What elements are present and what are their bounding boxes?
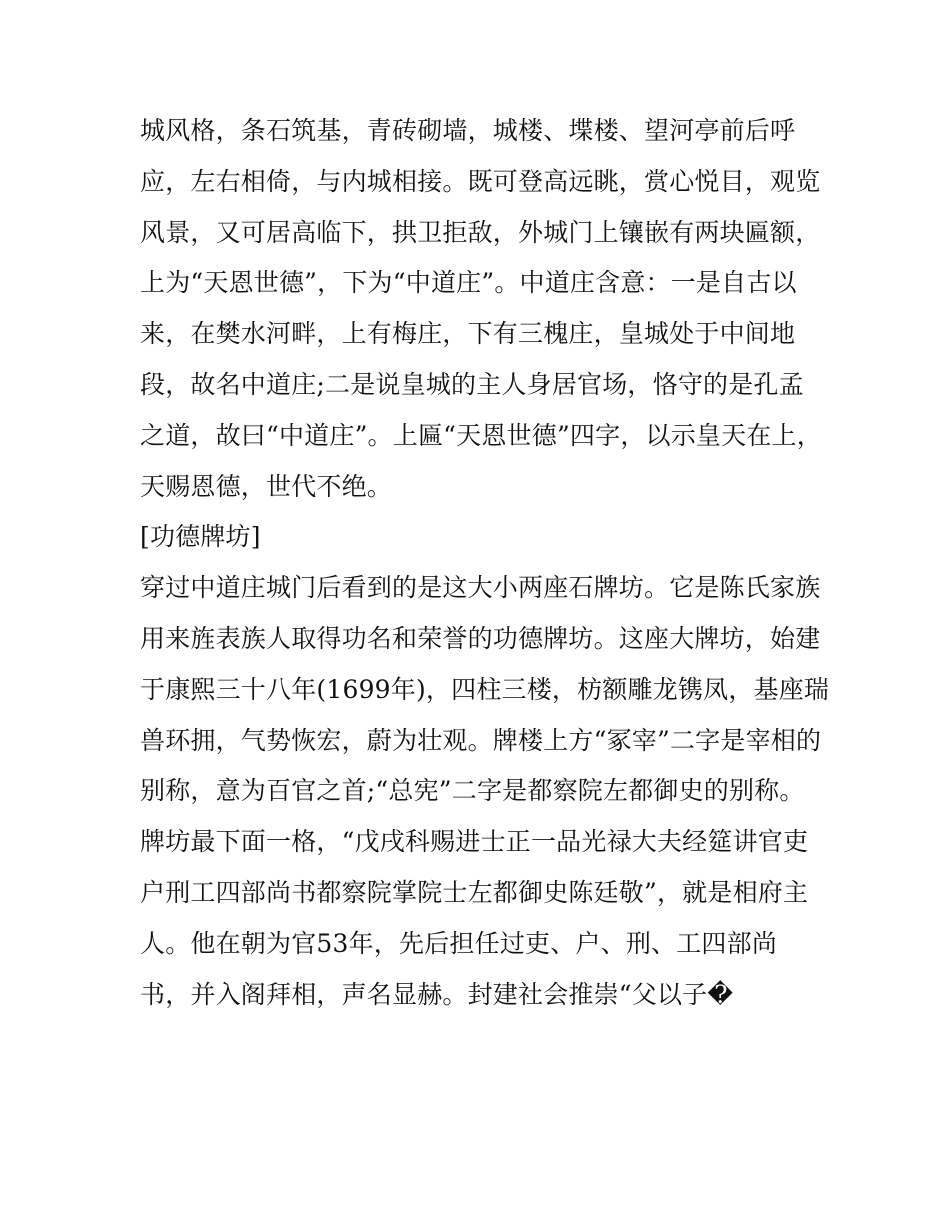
text-line: 上为“天恩世德”，下为“中道庄”。中道庄含意：一是自古以 <box>140 268 797 298</box>
section-heading: [功德牌坊] <box>140 522 261 552</box>
text-line: 来，在樊水河畔，上有梅庄，下有三槐庄，皇城处于中间地 <box>140 319 796 349</box>
text-line: 书，并入阁拜相，声名显赫。封建社会推崇“父以子� <box>140 979 734 1009</box>
text-line: 风景，又可居高临下，拱卫拒敌，外城门上镶嵌有两块匾额， <box>140 217 821 247</box>
text-line: 城风格，条石筑基，青砖砌墙，城楼、堞楼、望河亭前后呼 <box>140 116 796 145</box>
text-line: 兽环拥，气势恢宏，蔚为壮观。牌楼上方“冢宰”二字是宰相的 <box>140 725 822 755</box>
text-line: 牌坊最下面一格，“戊戌科赐进士正一品光禄大夫经筵讲官吏 <box>140 827 809 857</box>
body-text <box>140 106 840 1020</box>
text-line: 天赐恩德，世代不绝。 <box>140 471 393 501</box>
text-line: 用来旌表族人取得功名和荣誉的功德牌坊。这座大牌坊，始建 <box>140 623 821 653</box>
text-line: 别称，意为百官之首;“总宪”二字是都察院左都御史的别称。 <box>140 776 805 806</box>
text-line: 应，左右相倚，与内城相接。既可登高远眺，赏心悦目，观览 <box>140 166 821 196</box>
text-line: 穿过中道庄城门后看到的是这大小两座石牌坊。它是陈氏家族 <box>140 573 821 603</box>
text-line: 之道，故曰“中道庄”。上匾“天恩世德”四字，以示皇天在上， <box>140 420 822 450</box>
text-line: 户刑工四部尚书都察院掌院士左都御史陈廷敬”，就是相府主 <box>140 877 809 907</box>
text-line: 段，故名中道庄;二是说皇城的主人身居官场，恪守的是孔孟 <box>140 369 804 399</box>
text-line: 于康熙三十八年(1699年)，四柱三楼，枋额雕龙镌凤，基座瑞 <box>140 674 830 704</box>
text-line: 人。他在朝为官53年，先后担任过吏、户、刑、工四部尚 <box>140 928 778 958</box>
